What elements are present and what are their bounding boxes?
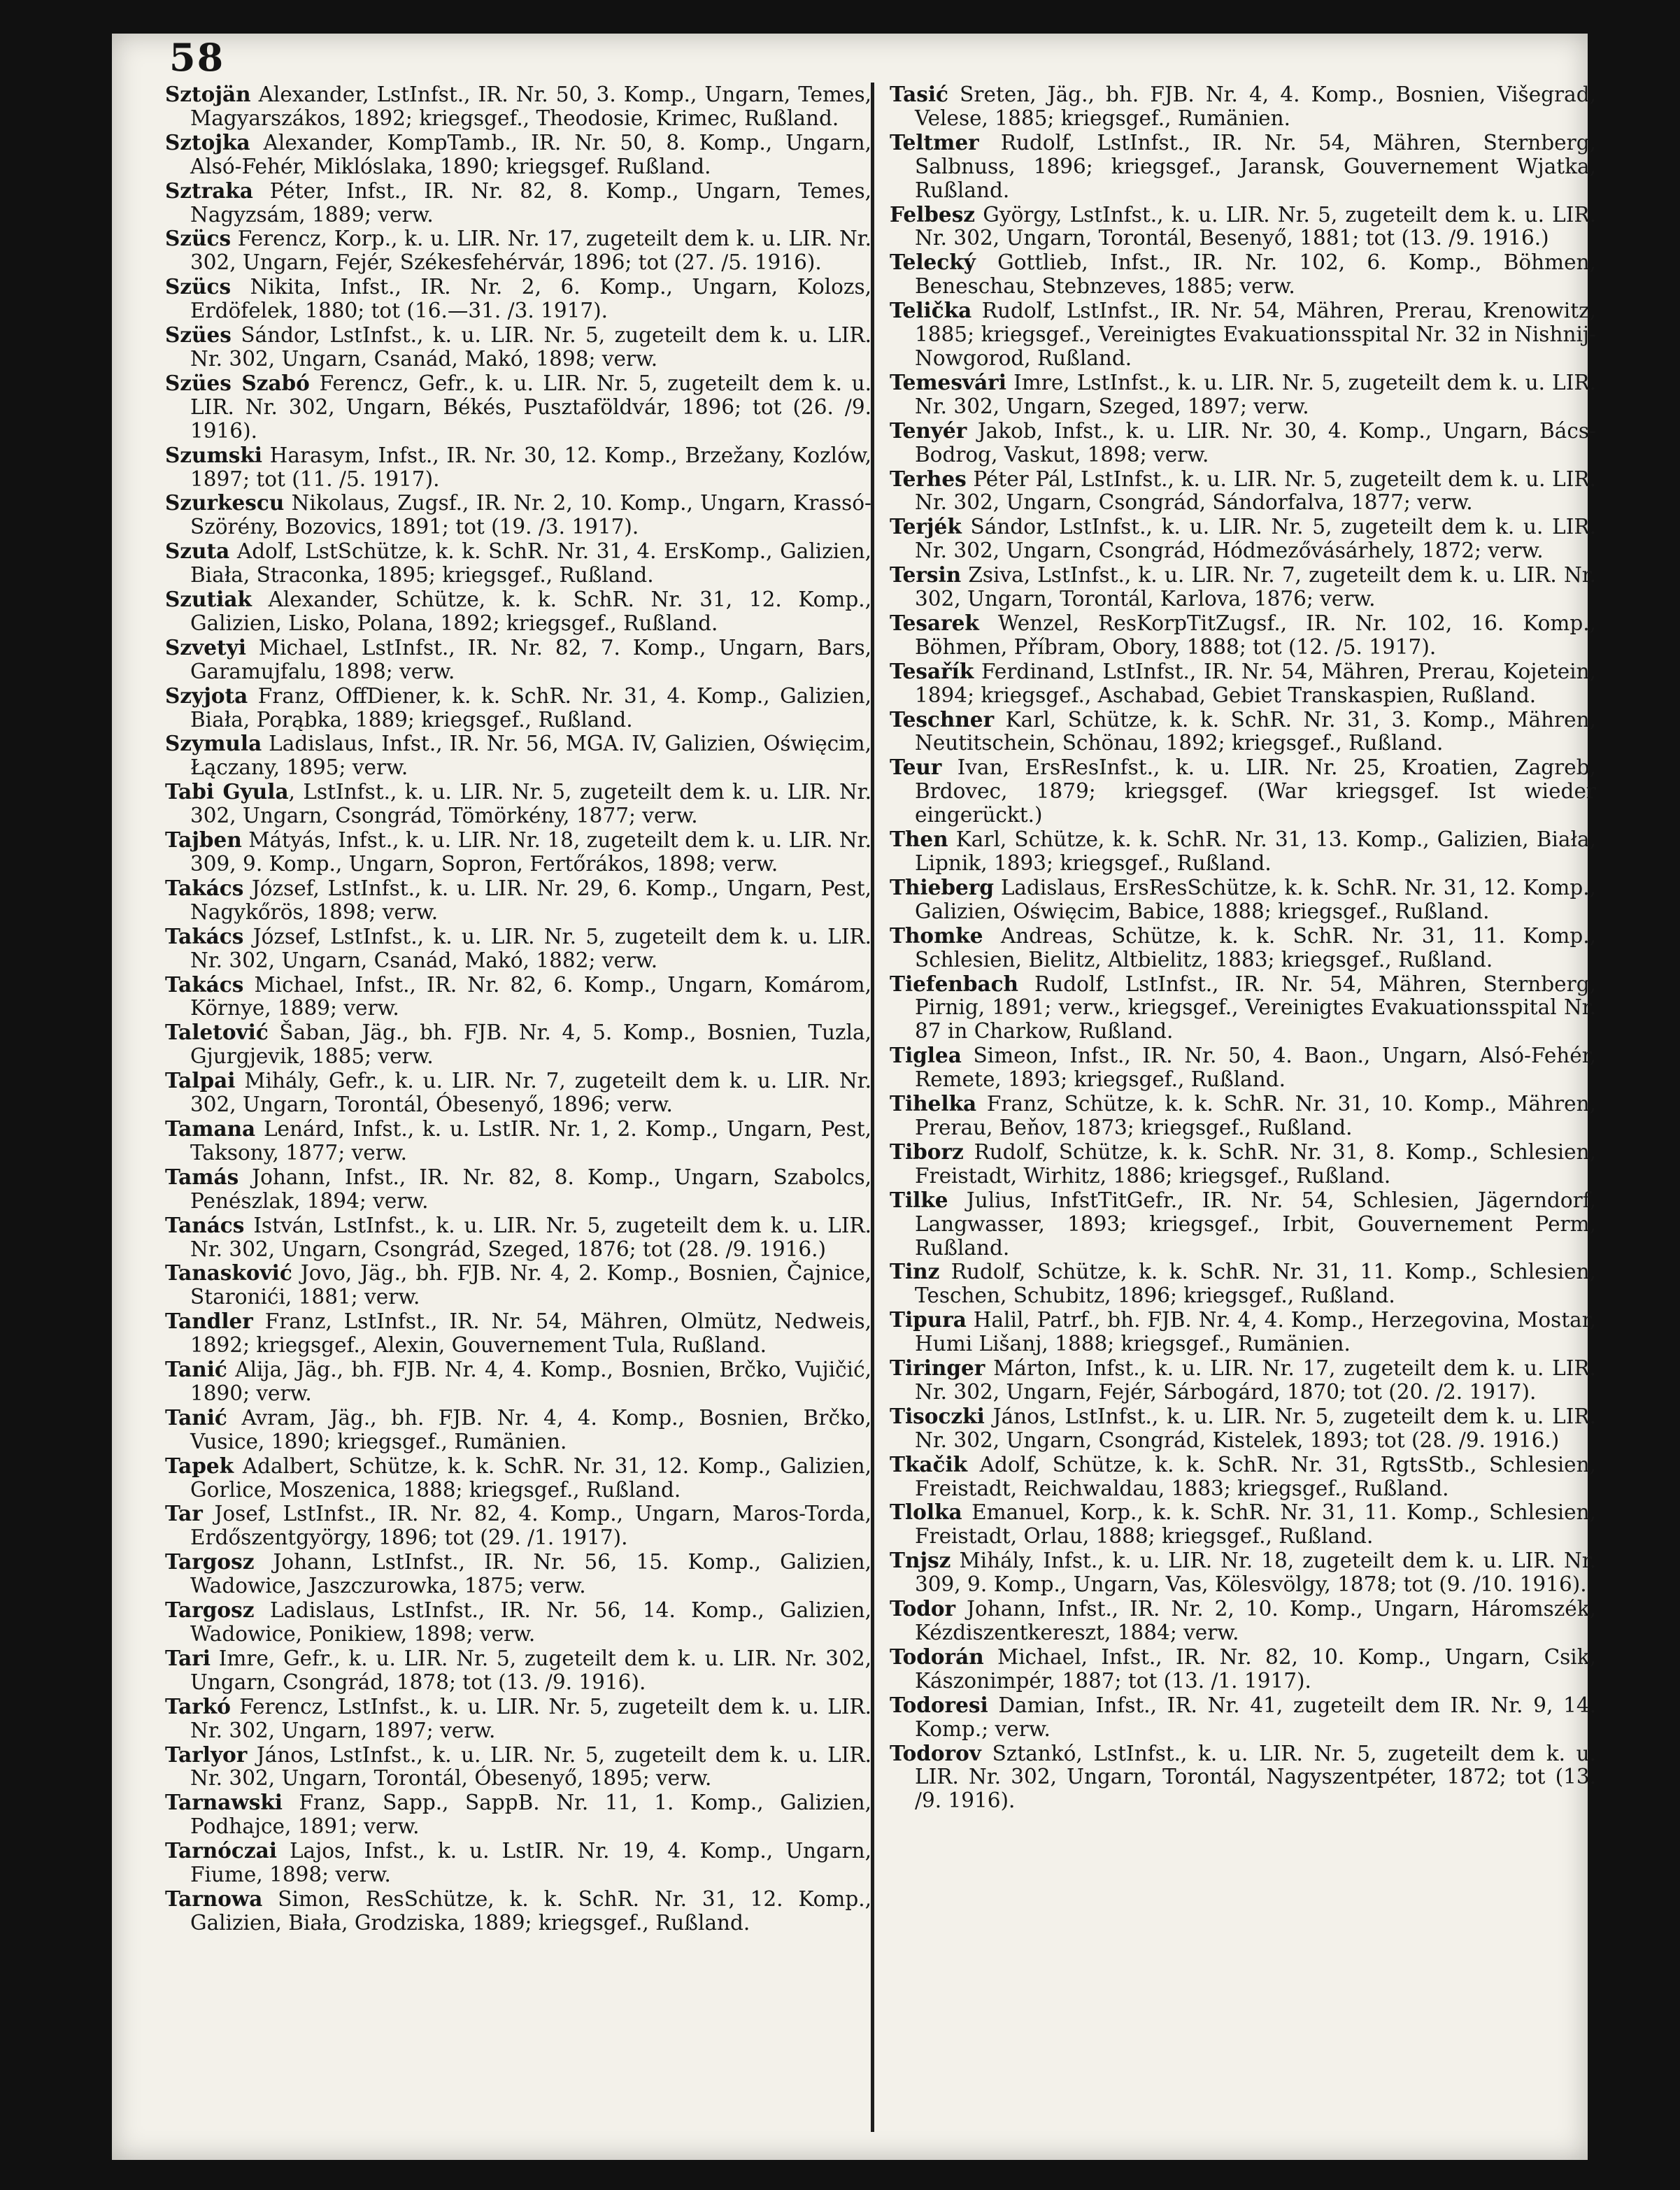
entry-details: Karl, Schütze, k. k. SchR. Nr. 31, 3. Komp., Mähren, Neutitschein, Schönau, 1892; kriegsgef., Rußland. (915, 707, 1596, 755)
entry-details: Harasym, Infst., IR. Nr. 30, 12. Komp., Brzežany, Kozlów, 1897; tot (11. /5. 1917). (190, 443, 871, 491)
register-entry (890, 1500, 1596, 1549)
register-entry (165, 1358, 871, 1406)
entry-surname: Tanić (165, 1405, 227, 1430)
register-entry (890, 1092, 1596, 1140)
entry-surname: Tanasković (165, 1260, 292, 1286)
register-entry (165, 732, 871, 780)
entry-surname: Telička (890, 298, 972, 323)
register-entry (165, 179, 871, 227)
entry-details: Mihály, Infst., k. u. LIR. Nr. 18, zugeteilt dem k. u. LIR. Nr. 309, 9. Komp., Ungarn, Vas, Kölesvölgy, 1878; tot (9. /10. 1916). (915, 1549, 1596, 1597)
register-entry (165, 1069, 871, 1117)
entry-details: Imre, LstInfst., k. u. LIR. Nr. 5, zugeteilt dem k. u. LIR. Nr. 302, Ungarn, Szeged, 1897; verw. (915, 370, 1596, 418)
entry-surname: Tamana (165, 1116, 256, 1141)
register-entry (165, 491, 871, 539)
entry-details: János, LstInfst., k. u. LIR. Nr. 5, zugeteilt dem k. u. LIR. Nr. 302, Ungarn, Csongrád, Kistelek, 1893; tot (28. /9. 1916.) (915, 1404, 1596, 1452)
register-entry (890, 1597, 1596, 1645)
register-entry (165, 371, 871, 443)
entry-surname: Tiringer (890, 1356, 985, 1381)
register-entry (165, 131, 871, 179)
entry-details: György, LstInfst., k. u. LIR. Nr. 5, zugeteilt dem k. u. LIR. Nr. 302, Ungarn, Torontál, Besenyő, 1881; tot (13. /9. 1916.) (915, 202, 1596, 250)
entry-surname: Tiborz (890, 1139, 964, 1164)
entry-details: Alexander, LstInfst., IR. Nr. 50, 3. Komp., Ungarn, Temes, Magyarszákos, 1892; kriegsgef., Theodosie, Krimec, Rußland. (190, 83, 871, 130)
register-entry (165, 539, 871, 588)
entry-surname: Tarlyor (165, 1742, 248, 1767)
entry-details: Péter, Infst., IR. Nr. 82, 8. Komp., Ungarn, Temes, Nagyzsám, 1889; verw. (190, 178, 871, 227)
register-entry (165, 1839, 871, 1887)
entry-surname: Tarnóczai (165, 1838, 277, 1863)
entry-details: Rudolf, LstInfst., IR. Nr. 54, Mähren, Sternberg, Salbnuss, 1896; kriegsgef., Jaransk, Gouvernement Wjatka, Rußland. (915, 130, 1596, 202)
entry-surname: Tiglea (890, 1043, 962, 1068)
register-entry (890, 1645, 1596, 1693)
entry-surname: Tinz (890, 1259, 940, 1284)
entry-surname: Teschner (890, 706, 995, 732)
entry-surname: Tari (165, 1645, 211, 1670)
entry-details: Franz, OffDiener, k. k. SchR. Nr. 31, 4. Komp., Galizien, Biała, Porąbka, 1889; kriegsgef., Rußland. (190, 683, 871, 732)
entry-surname: Thieberg (890, 874, 994, 900)
entry-details: Franz, Schütze, k. k. SchR. Nr. 31, 10. Komp., Mähren, Prerau, Beňov, 1873; kriegsgef., Rußland. (915, 1092, 1596, 1139)
register-entry (890, 1308, 1596, 1356)
entry-details: Wenzel, ResKorpTitZugsf., IR. Nr. 102, 16. Komp., Böhmen, Příbram, Obory, 1888; tot (12. /5. 1917). (915, 611, 1596, 659)
entry-surname: Szvetyi (165, 634, 246, 660)
entry-details: Nikolaus, Zugsf., IR. Nr. 2, 10. Komp., Ungarn, Krassó-Szörény, Bozovics, 1891; tot (19. /3. 1917). (190, 491, 871, 539)
register-entry (165, 876, 871, 925)
entry-surname: Tapek (165, 1453, 234, 1478)
entry-surname: Tisoczki (890, 1403, 985, 1428)
entry-details: Alija, Jäg., bh. FJB. Nr. 4, 4. Komp., Bosnien, Brčko, Vujičić, 1890; verw. (190, 1358, 871, 1405)
entry-details: Šaban, Jäg., bh. FJB. Nr. 4, 5. Komp., Bosnien, Tuzla, Gjurgjevik, 1885; verw. (190, 1021, 871, 1069)
entry-surname: Todoresi (890, 1692, 988, 1717)
entry-surname: Szyjota (165, 683, 248, 708)
register-entry (890, 972, 1596, 1044)
entry-details: Adolf, Schütze, k. k. SchR. Nr. 31, RgtsStb., Schlesien, Freistadt, Reichwaldau, 1883; kriegsgef., Rußland. (915, 1452, 1596, 1500)
entry-details: Jakob, Infst., k. u. LIR. Nr. 30, 4. Komp., Ungarn, Bács-Bodrog, Vaskut, 1898; verw. (915, 418, 1596, 467)
entry-details: József, LstInfst., k. u. LIR. Nr. 29, 6. Komp., Ungarn, Pest, Nagykőrös, 1898; verw. (190, 876, 871, 924)
entry-surname: Tnjsz (890, 1548, 951, 1573)
entry-details: Franz, LstInfst., IR. Nr. 54, Mähren, Olmütz, Nedweis, 1892; kriegsgef., Alexin, Gouvernement Tula, Rußland. (190, 1309, 871, 1358)
entry-details: Emanuel, Korp., k. k. SchR. Nr. 31, 11. Komp., Schlesien, Freistadt, Orlau, 1888; kriegsgef., Rußland. (915, 1500, 1596, 1549)
entry-details: , LstInfst., k. u. LIR. Nr. 5, zugeteilt dem k. u. LIR. Nr. 302, Ungarn, Csongrád, Tömörkény, 1877; verw. (190, 780, 871, 828)
entry-details: Mihály, Gefr., k. u. LIR. Nr. 7, zugeteilt dem k. u. LIR. Nr. 302, Ungarn, Torontál, Óbesenyő, 1896; verw. (190, 1069, 871, 1117)
entry-details: Adolf, LstSchütze, k. k. SchR. Nr. 31, 4. ErsKomp., Galizien, Biała, Straconka, 1895; kriegsgef., Rußland. (190, 539, 871, 588)
right-column (890, 83, 1596, 1813)
register-entry (165, 1695, 871, 1743)
entry-surname: Terjék (890, 514, 962, 539)
entry-details: Julius, InfstTitGefr., IR. Nr. 54, Schlesien, Jägerndorf, Langwasser, 1893; kriegsgef., Irbit, Gouvernement Perm, Rußland. (915, 1188, 1596, 1260)
entry-details: Johann, LstInfst., IR. Nr. 56, 15. Komp., Galizien, Wadowice, Jaszczurowka, 1875; verw. (190, 1550, 871, 1598)
register-entry (165, 1887, 871, 1935)
entry-surname: Tandler (165, 1309, 253, 1334)
entry-details: Avram, Jäg., bh. FJB. Nr. 4, 4. Komp., Bosnien, Brčko, Vusice, 1890; kriegsgef., Rumänien. (190, 1405, 871, 1453)
entry-surname: Tersin (890, 562, 962, 588)
register-entry (165, 83, 871, 131)
entry-surname: Teur (890, 755, 942, 780)
register-entry (165, 1647, 871, 1695)
entry-details: Rudolf, Schütze, k. k. SchR. Nr. 31, 11. Komp., Schlesien, Teschen, Schubitz, 1896; kriegsgef., Rußland. (915, 1260, 1596, 1308)
register-entry (165, 275, 871, 323)
entry-surname: Terhes (890, 466, 967, 491)
register-entry (165, 1406, 871, 1454)
entry-surname: Tilke (890, 1187, 948, 1212)
register-entry (165, 925, 871, 973)
entry-surname: Sztojän (165, 82, 251, 106)
register-entry (890, 299, 1596, 371)
entry-surname: Szurkescu (165, 490, 285, 515)
entry-surname: Szücs (165, 274, 232, 299)
entry-surname: Tiefenbach (890, 971, 1018, 996)
entry-details: Nikita, Infst., IR. Nr. 2, 6. Komp., Ungarn, Kolozs, Erdöfelek, 1880; tot (16.—31. /3. 1917). (190, 275, 871, 323)
register-entry (890, 660, 1596, 708)
entry-details: Johann, Infst., IR. Nr. 82, 8. Komp., Ungarn, Szabolcs, Penészlak, 1894; verw. (190, 1165, 871, 1213)
register-entry (165, 1454, 871, 1502)
register-entry (890, 131, 1596, 203)
entry-surname: Szymula (165, 731, 262, 756)
register-entry (165, 780, 871, 828)
entry-details: Sándor, LstInfst., k. u. LIR. Nr. 5, zugeteilt dem k. u. LIR. Nr. 302, Ungarn, Csanád, Makó, 1898; verw. (190, 323, 871, 371)
entry-details: Rudolf, LstInfst., IR. Nr. 54, Mähren, Prerau, Krenowitz, 1885; kriegsgef., Vereinigtes Evakuationsspital Nr. 32 in Nishnij-Nowgorod, Rußland. (915, 299, 1596, 370)
register-entry (890, 876, 1596, 924)
entry-surname: Tar (165, 1501, 203, 1526)
entry-details: Halil, Patrf., bh. FJB. Nr. 4, 4. Komp., Herzegovina, Mostar, Humi Lišanj, 1888; kriegsgef., Rumänien. (915, 1308, 1596, 1356)
entry-surname: Tarkó (165, 1693, 231, 1719)
page-number: 58 (169, 35, 225, 80)
register-entry (890, 755, 1596, 827)
entry-details: Zsiva, LstInfst., k. u. LIR. Nr. 7, zugeteilt dem k. u. LIR. Nr. 302, Ungarn, Torontál, Karlova, 1876; verw. (915, 563, 1596, 611)
entry-details: Michael, Infst., IR. Nr. 82, 10. Komp., Ungarn, Csik, Kászonimpér, 1887; tot (13. /1. 1917). (915, 1644, 1596, 1693)
register-entry (165, 1309, 871, 1358)
entry-surname: Tanić (165, 1357, 227, 1382)
entry-details: Ladislaus, ErsResSchütze, k. k. SchR. Nr. 31, 12. Komp., Galizien, Oświęcim, Babice, 1888; kriegsgef., Rußland. (915, 875, 1596, 923)
entry-details: Ivan, ErsResInfst., k. u. LIR. Nr. 25, Kroatien, Zagreb, Brdovec, 1879; kriegsgef. (War kriegsgef. Ist wieder eingerückt.) (915, 755, 1596, 827)
entry-details: Ferencz, LstInfst., k. u. LIR. Nr. 5, zugeteilt dem k. u. LIR. Nr. 302, Ungarn, 1897; verw. (190, 1694, 871, 1742)
entry-surname: Sztojka (165, 129, 250, 155)
entry-surname: Takács (165, 972, 244, 997)
register-entry (165, 443, 871, 492)
entry-surname: Szutiak (165, 587, 252, 612)
entry-surname: Tesařík (890, 658, 974, 683)
register-entry (890, 1453, 1596, 1501)
entry-surname: Tamás (165, 1164, 239, 1189)
entry-surname: Tenyér (890, 418, 967, 443)
entry-surname: Tanács (165, 1212, 245, 1237)
register-entry (890, 1742, 1596, 1814)
register-entry (165, 323, 871, 371)
entry-details: Michael, Infst., IR. Nr. 82, 6. Komp., Ungarn, Komárom, Környe, 1889; verw. (190, 972, 871, 1021)
entry-details: Ladislaus, LstInfst., IR. Nr. 56, 14. Komp., Galizien, Wadowice, Ponikiew, 1898; verw. (190, 1598, 871, 1646)
register-entry (165, 1502, 871, 1550)
entry-surname: Szües (165, 322, 232, 348)
entry-details: József, LstInfst., k. u. LIR. Nr. 5, zugeteilt dem k. u. LIR. Nr. 302, Ungarn, Csanád, Makó, 1882; verw. (190, 924, 871, 972)
entry-surname: Targosz (165, 1598, 255, 1623)
register-entry (890, 827, 1596, 876)
entry-details: István, LstInfst., k. u. LIR. Nr. 5, zugeteilt dem k. u. LIR. Nr. 302, Ungarn, Csongrád, Szeged, 1876; tot (28. /9. 1916.) (190, 1213, 871, 1261)
register-entry (165, 1165, 871, 1214)
register-entry (890, 515, 1596, 563)
entry-surname: Tipura (890, 1307, 967, 1332)
register-entry (890, 419, 1596, 467)
register-entry (890, 1693, 1596, 1742)
register-entry (890, 83, 1596, 131)
register-entry (165, 1550, 871, 1598)
register-entry (890, 203, 1596, 251)
entry-surname: Todor (890, 1596, 956, 1621)
register-entry (890, 467, 1596, 515)
entry-details: Márton, Infst., k. u. LIR. Nr. 17, zugeteilt dem k. u. LIR. Nr. 302, Ungarn, Fejér, Sárbogárd, 1870; tot (20. /2. 1917). (915, 1356, 1596, 1404)
register-entry (165, 684, 871, 732)
entry-surname: Sztraka (165, 178, 253, 203)
entry-details: Ladislaus, Infst., IR. Nr. 56, MGA. IV, Galizien, Oświęcim, Łączany, 1895; verw. (190, 732, 871, 780)
register-entry (165, 828, 871, 876)
entry-surname: Felbesz (890, 201, 976, 227)
entry-details: Damian, Infst., IR. Nr. 41, zugeteilt dem IR. Nr. 9, 14. Komp.; verw. (915, 1693, 1596, 1741)
entry-surname: Szücs (165, 226, 232, 251)
entry-surname: Todorov (890, 1740, 981, 1765)
register-entry (890, 1140, 1596, 1188)
entry-details: Ferencz, Korp., k. u. LIR. Nr. 17, zugeteilt dem k. u. LIR. Nr. 302, Ungarn, Fejér, Székesfehérvár, 1896; tot (27. /5. 1916). (190, 227, 871, 275)
entry-surname: Telecký (890, 250, 976, 275)
entry-details: Gottlieb, Infst., IR. Nr. 102, 6. Komp., Böhmen, Beneschau, Stebnzeves, 1885; verw. (915, 250, 1596, 299)
entry-details: Imre, Gefr., k. u. LIR. Nr. 5, zugeteilt dem k. u. LIR. Nr. 302, Ungarn, Csongrád, 1878; tot (13. /9. 1916). (190, 1646, 871, 1694)
left-column (165, 83, 871, 1935)
entry-surname: Tarnawski (165, 1790, 283, 1815)
entry-details: János, LstInfst., k. u. LIR. Nr. 5, zugeteilt dem k. u. LIR. Nr. 302, Ungarn, Torontál, Óbesenyő, 1895; verw. (190, 1742, 871, 1791)
register-entry (165, 1598, 871, 1647)
entry-surname: Takács (165, 875, 244, 900)
register-entry (165, 1021, 871, 1069)
entry-surname: Temesvári (890, 369, 1006, 394)
entry-details: Rudolf, Schütze, k. k. SchR. Nr. 31, 8. Komp., Schlesien, Freistadt, Wirhitz, 1886; kriegsgef., Rußland. (915, 1139, 1596, 1188)
entry-surname: Szuta (165, 539, 230, 564)
entry-details: Sándor, LstInfst., k. u. LIR. Nr. 5, zugeteilt dem k. u. LIR. Nr. 302, Ungarn, Csongrád, Hódmezővásárhely, 1872; verw. (915, 515, 1596, 563)
entry-surname: Targosz (165, 1549, 255, 1574)
register-entry (890, 1044, 1596, 1092)
entry-details: Michael, LstInfst., IR. Nr. 82, 7. Komp., Ungarn, Bars, Garamujfalu, 1898; verw. (190, 635, 871, 683)
entry-surname: Taletović (165, 1020, 269, 1045)
entry-details: Alexander, Schütze, k. k. SchR. Nr. 31, 12. Komp., Galizien, Lisko, Polana, 1892; kriegsgef., Rußland. (190, 588, 871, 635)
register-entry (890, 1188, 1596, 1260)
entry-details: Mátyás, Infst., k. u. LIR. Nr. 18, zugeteilt dem k. u. LIR. Nr. 309, 9. Komp., Ungarn, Sopron, Fertőrákos, 1898; verw. (190, 828, 871, 876)
entry-surname: Then (890, 827, 948, 852)
entry-details: Alexander, KompTamb., IR. Nr. 50, 8. Komp., Ungarn, Alsó-Fehér, Miklóslaka, 1890; kriegsgef. Rußland. (190, 130, 871, 178)
entry-details: Sztankó, LstInfst., k. u. LIR. Nr. 5, zugeteilt dem k. u. LIR. Nr. 302, Ungarn, Torontál, Nagyszentpéter, 1872; tot (13. /9. 1916). (915, 1741, 1596, 1813)
register-entry (165, 227, 871, 275)
entry-surname: Szumski (165, 442, 262, 467)
entry-surname: Szües Szabó (165, 370, 310, 395)
entry-details: Jovo, Jäg., bh. FJB. Nr. 4, 2. Komp., Bosnien, Čajnice, Staronići, 1881; verw. (190, 1261, 871, 1309)
register-entry (890, 1405, 1596, 1453)
register-entry (890, 563, 1596, 611)
entry-details: Ferencz, Gefr., k. u. LIR. Nr. 5, zugeteilt dem k. u. LIR. Nr. 302, Ungarn, Békés, Pusztaföldvár, 1896; tot (26. /9. 1916). (190, 371, 871, 443)
register-entry (165, 1214, 871, 1262)
register-entry (165, 1261, 871, 1309)
entry-details: Lenárd, Infst., k. u. LstIR. Nr. 1, 2. Komp., Ungarn, Pest, Taksony, 1877; verw. (190, 1116, 871, 1165)
entry-surname: Tarnowa (165, 1886, 263, 1911)
entry-details: Adalbert, Schütze, k. k. SchR. Nr. 31, 12. Komp., Galizien, Gorlice, Moszenica, 1888; kriegsgef., Rußland. (190, 1453, 871, 1502)
entry-surname: Tasić (890, 82, 949, 106)
register-entry (890, 708, 1596, 756)
entry-surname: Thomke (890, 923, 983, 948)
entry-details: Andreas, Schütze, k. k. SchR. Nr. 31, 11. Komp., Schlesien, Bielitz, Altbielitz, 1883; kriegsgef., Rußland. (915, 923, 1596, 972)
entry-details: Lajos, Infst., k. u. LstIR. Nr. 19, 4. Komp., Ungarn, Fiume, 1898; verw. (190, 1839, 871, 1887)
entry-surname: Tabi Gyula (165, 779, 289, 804)
register-entry (890, 1260, 1596, 1308)
register-entry (890, 250, 1596, 299)
entry-details: Simeon, Infst., IR. Nr. 50, 4. Baon., Ungarn, Alsó-Fehér, Remete, 1893; kriegsgef., Rußland. (915, 1044, 1596, 1092)
entry-details: Ferdinand, LstInfst., IR. Nr. 54, Mähren, Prerau, Kojetein, 1894; kriegsgef., Aschabad, Gebiet Transkaspien, Rußland. (915, 659, 1596, 707)
entry-details: Rudolf, LstInfst., IR. Nr. 54, Mähren, Sternberg, Pirnig, 1891; verw., kriegsgef., Vereinigtes Evakuationsspital Nr. 87 in Charkow, Rußland. (915, 972, 1596, 1044)
register-entry (165, 1117, 871, 1165)
register-entry (890, 611, 1596, 660)
register-entry (890, 924, 1596, 972)
entry-surname: Todorán (890, 1644, 984, 1669)
entry-details: Karl, Schütze, k. k. SchR. Nr. 31, 13. Komp., Galizien, Biała, Lipnik, 1893; kriegsgef., Rußland. (915, 827, 1596, 875)
entry-surname: Tkačik (890, 1451, 968, 1477)
register-entry (165, 588, 871, 636)
entry-details: Sreten, Jäg., bh. FJB. Nr. 4, 4. Komp., Bosnien, Višegrad, Velese, 1885; kriegsgef., Rumänien. (915, 83, 1596, 130)
entry-details: Johann, Infst., IR. Nr. 2, 10. Komp., Ungarn, Háromszék, Kézdiszentkereszt, 1884; verw. (915, 1597, 1596, 1644)
register-entry (165, 973, 871, 1021)
register-entry (165, 636, 871, 684)
entry-details: Franz, Sapp., SappB. Nr. 11, 1. Komp., Galizien, Podhajce, 1891; verw. (190, 1791, 871, 1839)
entry-surname: Talpai (165, 1068, 236, 1093)
entry-surname: Teltmer (890, 129, 979, 155)
register-entry (165, 1743, 871, 1791)
entry-details: Josef, LstInfst., IR. Nr. 82, 4. Komp., Ungarn, Maros-Torda, Erdőszentgyörgy, 1896; tot (29. /1. 1917). (190, 1502, 871, 1550)
register-entry (165, 1791, 871, 1839)
register-entry (890, 1356, 1596, 1405)
register-entry (890, 1549, 1596, 1597)
entry-details: Simon, ResSchütze, k. k. SchR. Nr. 31, 12. Komp., Galizien, Biała, Grodziska, 1889; kriegsgef., Rußland. (190, 1886, 871, 1935)
entry-surname: Tajben (165, 827, 242, 853)
entry-surname: Tlolka (890, 1500, 962, 1525)
entry-surname: Tihelka (890, 1091, 977, 1116)
entry-surname: Takács (165, 923, 244, 948)
entry-details: Péter Pál, LstInfst., k. u. LIR. Nr. 5, zugeteilt dem k. u. LIR. Nr. 302, Ungarn, Csongrád, Sándorfalva, 1877; verw. (915, 467, 1596, 515)
entry-surname: Tesarek (890, 610, 979, 635)
register-entry (890, 371, 1596, 419)
